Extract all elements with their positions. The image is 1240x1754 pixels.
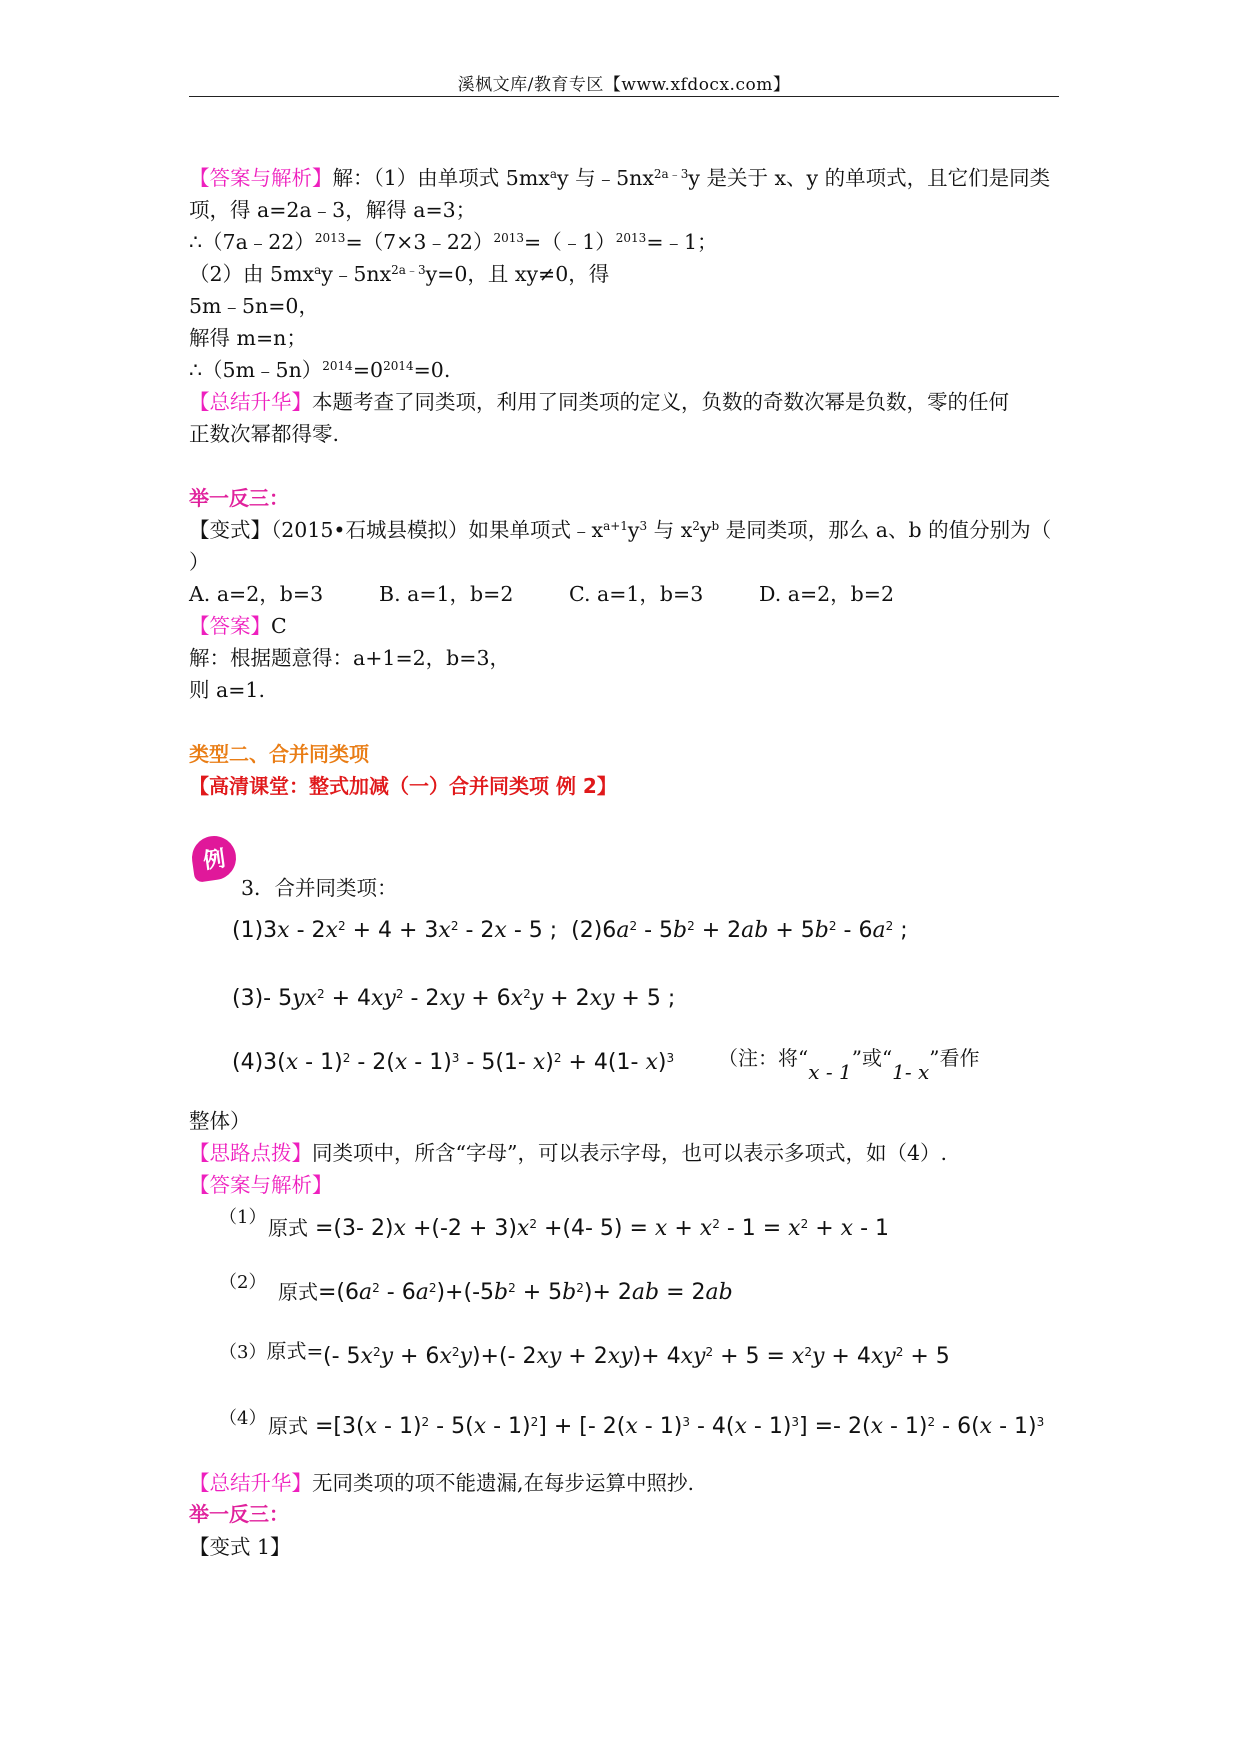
option-d: D. a=2，b=2	[759, 582, 895, 606]
page-header: 溪枫文库/教育专区【www.xfdocx.com】	[457, 75, 791, 95]
superscript: b	[711, 519, 720, 533]
formula-1-2: $(1)3x - 2x^2 + 4 + 3x^2 - 2x - 5$ ; $(2)6a^2 - 5b^2 + 2ab + 5b^2 - 6a^2$ ;	[232, 918, 908, 943]
text: =0	[352, 358, 384, 382]
formula-3: (3)- $5yx^2 + 4xy^2 - 2xy + 6x^2y + 2xy + 5$ ;	[232, 986, 676, 1011]
text: 原式	[278, 1280, 318, 1304]
practice-heading: 举一反三：	[189, 486, 289, 510]
solution-formula-4: 原式 =[3(x - 1)$^2$ - 5(x - 1)$^2$] + [- 2(x - 1)$^3$ - 4(x - 1)$^3$] =- 2(x - 1)$^2$ - 6(x - 1)$^3$	[268, 1414, 1045, 1439]
solution-label-1: （1）	[219, 1207, 267, 1228]
variant-question	[189, 514, 1059, 546]
answer-analysis-tag: 【答案与解析】	[189, 166, 333, 190]
variant-question-end: ）	[189, 550, 210, 574]
practice-heading-2: 举一反三：	[189, 1502, 289, 1526]
superscript: 2013	[493, 231, 525, 245]
text: （2）由 5mx	[189, 262, 315, 286]
answer-line-3	[189, 226, 1059, 258]
answer-tag: 【答案】	[189, 614, 271, 638]
text: =0.	[413, 358, 451, 382]
variant1-tag: 【变式 1】	[189, 1535, 291, 1559]
note-continuation: 整体）	[189, 1109, 251, 1133]
text: ∴（7a﹣22）	[189, 230, 315, 254]
text: ∴（5m﹣5n）	[189, 358, 323, 382]
text: 无同类项的项不能遗漏,在每步运算中照抄.	[312, 1471, 695, 1495]
text: （3）	[219, 1342, 267, 1363]
answer-analysis-tag-2: 【答案与解析】	[189, 1173, 333, 1197]
superscript: a	[549, 167, 558, 181]
answer-line-1	[189, 162, 1059, 194]
text: 解：（1）由单项式 5mx	[332, 166, 550, 190]
option-a: A. a=2，b=3	[189, 582, 324, 606]
answer-row	[189, 610, 1059, 642]
summary-line-2b	[189, 1466, 694, 1496]
text: 原式=	[266, 1339, 324, 1363]
example-badge-icon: 例	[189, 833, 239, 883]
answer-value: C	[271, 614, 287, 638]
superscript: 2014	[383, 359, 414, 373]
thinking-line	[189, 1136, 947, 1166]
superscript: 2013	[314, 231, 346, 245]
lesson-reference: 【高清课堂：整式加减（一）合并同类项 例 2】	[189, 774, 617, 798]
text: 原式	[268, 1414, 308, 1438]
answer-line-2: 项，得 a=2a﹣3，解得 a=3；	[189, 198, 477, 222]
solution-formula-2: 原式$=(6a^2 - 6a^2)+(-5b^2 + 5b^2)+ 2ab = 2ab$	[278, 1280, 733, 1305]
solution-formula-1: 原式 =(3- $2)x +(-2 + 3)x^2 +(4-$ $5) = x + x^2 - 1 = x^2 + x - 1$	[268, 1216, 889, 1241]
superscript: 2	[692, 519, 700, 533]
text: 原式	[268, 1216, 308, 1240]
superscript: a+1	[603, 519, 628, 533]
text: 与 x	[647, 518, 693, 542]
text: =﹣1；	[646, 230, 718, 254]
solution-label-2: （2）	[219, 1272, 267, 1293]
answer-line-5: 5m﹣5n=0，	[189, 294, 319, 318]
text: =（7×3﹣22）	[345, 230, 494, 254]
text: =（﹣1）	[524, 230, 616, 254]
text: 同类项中，所含“字母”，可以表示字母，也可以表示多项式，如（4）.	[312, 1141, 948, 1165]
solution-label-4: （4）	[219, 1408, 267, 1429]
superscript: 2a﹣3	[391, 263, 426, 277]
solution-line-2: 则 a=1.	[189, 678, 265, 702]
superscript: 2a﹣3	[653, 167, 689, 181]
problem-statement: 3．合并同类项：	[241, 876, 398, 900]
summary-line-1	[189, 386, 1059, 418]
summary-line-2: 正数次幂都得零.	[189, 422, 340, 446]
formula-note	[718, 1042, 980, 1084]
solution-label-3	[219, 1335, 323, 1364]
variant-tag: 【变式】	[189, 518, 271, 542]
formula-4: (4)3(x - 1)$^2$ - 2(x - 1)$^3$ - 5(1- x)$^2$ + 4(1- x)$^3$	[232, 1050, 675, 1075]
answer-line-6: 解得 m=n；	[189, 326, 307, 350]
document-body	[189, 162, 1059, 802]
answer-line-7	[189, 354, 1059, 386]
text: 本题考查了同类项，利用了同类项的定义，负数的奇数次幂是负数，零的任何	[312, 390, 1009, 414]
text: （2015•石城县模拟）如果单项式﹣x	[271, 518, 604, 542]
text: y=0，且 xy≠0，得	[425, 262, 610, 286]
thinking-tag: 【思路点拨】	[189, 1141, 312, 1165]
text: ”或“	[851, 1046, 893, 1070]
text: y﹣5nx	[321, 262, 392, 286]
text: y 与﹣5nx	[557, 166, 654, 190]
superscript: 3	[639, 519, 648, 533]
text: 1- x	[892, 1060, 930, 1084]
answer-line-4	[189, 258, 1059, 290]
option-c: C. a=1，b=3	[569, 582, 704, 606]
header-divider	[189, 96, 1059, 97]
summary-tag-2: 【总结升华】	[189, 1471, 312, 1495]
option-b: B. a=1，b=2	[379, 582, 514, 606]
text: （注：将“	[718, 1046, 809, 1070]
text: x - 1	[808, 1060, 852, 1084]
text: y 是关于 x、y 的单项式，且它们是同类	[688, 166, 1051, 190]
summary-tag: 【总结升华】	[189, 390, 312, 414]
text: ”看作	[929, 1046, 980, 1070]
type2-heading: 类型二、合并同类项	[189, 742, 369, 766]
text: 是同类项，那么 a、b 的值分别为（	[719, 518, 1052, 542]
solution-line-1: 解：根据题意得：a+1=2，b=3，	[189, 646, 511, 670]
superscript: 2014	[322, 359, 353, 373]
solution-formula-3: (- $5x^2y + 6x^2y)+(-$ $2xy + 2xy)+ 4xy^2 + 5 = x^2y + 4xy^2 + 5$	[323, 1344, 950, 1369]
text: y	[699, 518, 712, 542]
superscript: a	[314, 263, 322, 277]
superscript: 2013	[615, 231, 647, 245]
options-row	[189, 578, 1059, 610]
text: y	[627, 518, 640, 542]
